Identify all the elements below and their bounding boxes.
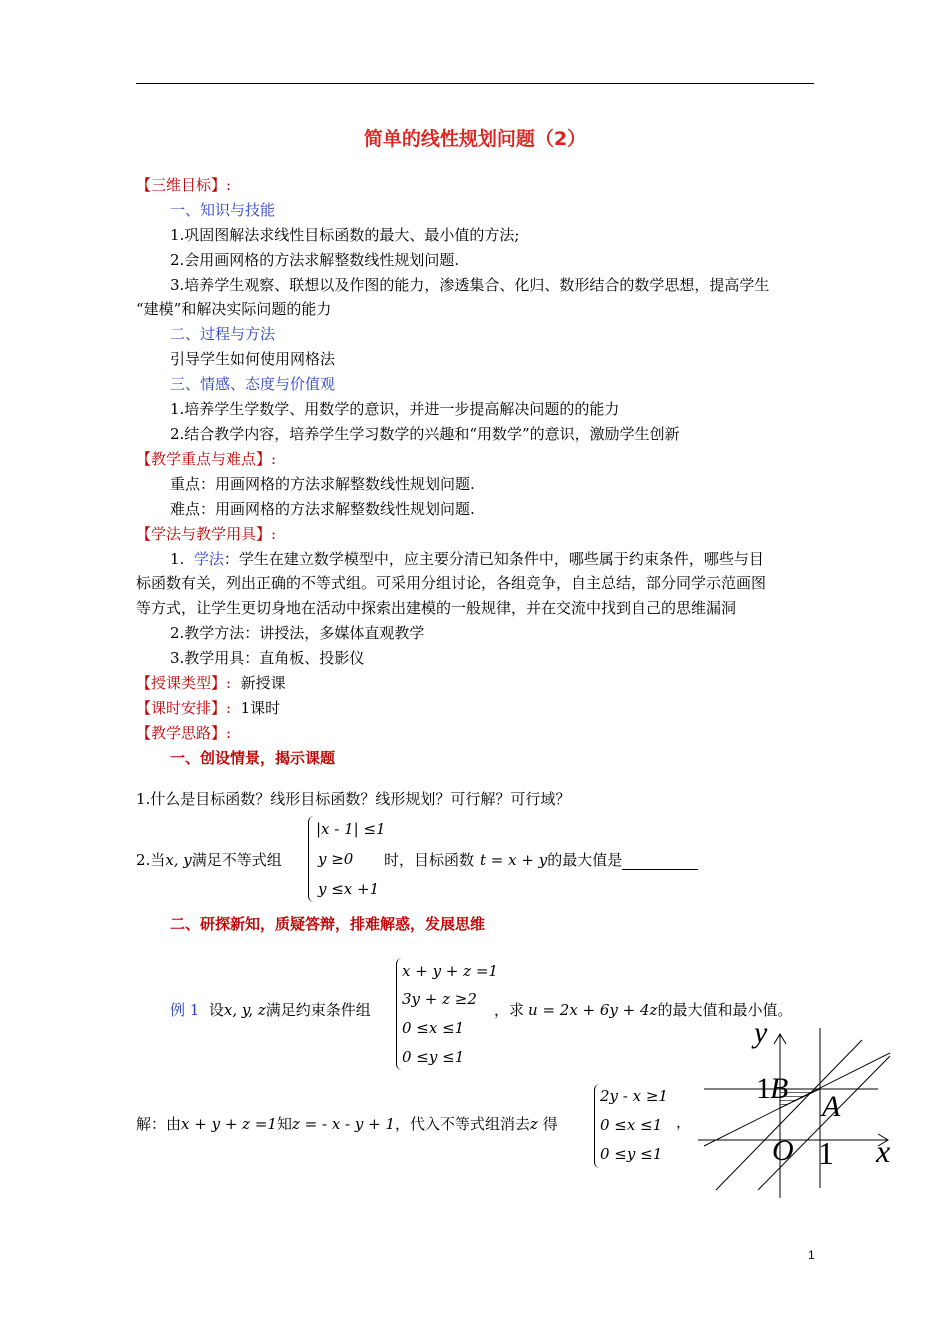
ex-func: u = 2x + 6y + 4z (528, 1001, 658, 1019)
method-header: 【学法与教学用具】: (136, 525, 277, 543)
method-item-1b: 标函数有关，列出正确的不等式组。可采用分组讨论，各组竞争，自主总结，部分同学示范画图 (136, 574, 767, 592)
ex-ineq-2: 3y + z ≥2 (402, 990, 477, 1008)
lesson-time-value: 1课时 (240, 699, 281, 717)
sol-get: 得 (542, 1115, 558, 1133)
sol-z: z (530, 1115, 538, 1133)
question-2-tail (384, 850, 698, 870)
q2-func: t = x + y (480, 851, 548, 869)
sol-end: ， (676, 1113, 692, 1131)
emotion-item-1: 1.培养学生学数学、用数学的意识，并进一步提高解决问题的的能力 (170, 400, 620, 418)
sol-ineq-2: 0 ≤x ≤1 (600, 1116, 663, 1134)
line-2y-x-1 (704, 1053, 890, 1146)
example-label: 例 1 (170, 1001, 200, 1019)
sol-know: 知 (276, 1115, 292, 1133)
knowledge-item-2: 2.会用画网格的方法求解整数线性规划问题. (170, 251, 460, 269)
knowledge-item-3a: 3.培养学生观察、联想以及作图的能力，渗透集合、化归、数形结合的数学思想，提高学生 (170, 276, 770, 294)
point-b-label: B (770, 1072, 789, 1105)
emotion-item-2: 2.结合教学内容，培养学生学习数学的兴趣和“用数学”的意识，激励学生创新 (170, 425, 680, 443)
ex-mid: 满足约束条件组 (265, 1001, 371, 1019)
q2-mid: 满足不等式组 (191, 851, 282, 869)
knowledge-item-1: 1.巩固图解法求线性目标函数的最大、最小值的方法; (170, 226, 520, 244)
lesson-type (136, 673, 286, 693)
method-item-3: 3.教学用具：直角板、投影仪 (170, 649, 365, 667)
emotion-header: 三、情感、态度与价值观 (170, 375, 336, 393)
ex-ineq-4: 0 ≤y ≤1 (402, 1048, 465, 1066)
q2-ineq-3: y ≤x +1 (318, 880, 380, 898)
ex-ask: ，求 (494, 1001, 525, 1019)
page-title: 简单的线性规划问题（2） (363, 128, 587, 150)
method-item-1-label: 学法 (193, 550, 224, 568)
key-header: 【教学重点与难点】: (136, 450, 277, 468)
q2-ineq-1: |x - 1| ≤1 (316, 820, 386, 838)
header-rule (136, 83, 814, 84)
ex-pre: 设 (208, 1001, 224, 1019)
sol-eq2: z = - x - y + 1 (291, 1115, 395, 1133)
difficult-point: 难点：用画网格的方法求解整数线性规划问题. (170, 500, 475, 518)
method-item-1-text: ：学生在建立数学模型中，应主要分清已知条件中，哪些属于约束条件，哪些与目 (223, 550, 764, 568)
x-tick-1: 1 (818, 1135, 834, 1171)
process-item-1: 引导学生如何使用网格法 (170, 350, 336, 368)
x-axis-label: x (876, 1133, 891, 1169)
lesson-time (136, 698, 280, 718)
idea-header: 【教学思路】: (136, 724, 232, 742)
answer-blank (622, 853, 698, 870)
knowledge-header: 一、知识与技能 (170, 201, 276, 219)
knowledge-item-3b: “建模”和解决实际问题的能力 (136, 300, 332, 318)
ex-vars: x, y, z (223, 1001, 266, 1019)
goals-header: 【三维目标】: (136, 176, 232, 194)
y-axis-label: y (754, 1020, 768, 1049)
origin-label: O (772, 1134, 794, 1167)
feasible-region-graph (690, 1020, 910, 1200)
example-1-tail (494, 1000, 792, 1020)
sol-ineq-3: 0 ≤y ≤1 (600, 1145, 663, 1163)
method-item-1-num: 1. (170, 550, 185, 568)
lesson-type-header: 【授课类型】: (136, 674, 232, 692)
sol-eq1: x + y + z =1 (181, 1115, 277, 1133)
q2-post: 的最大值是 (547, 851, 623, 869)
part1-heading: 一、创设情景，揭示课题 (170, 749, 336, 767)
question-1: 1.什么是目标函数？线形目标函数？线形规划？可行解？可行域？ (136, 790, 571, 808)
lesson-type-value: 新授课 (240, 674, 286, 692)
q2-pre: 2.当 (136, 851, 166, 869)
ex-ineq-3: 0 ≤x ≤1 (402, 1019, 465, 1037)
solution-line (136, 1114, 558, 1134)
sol-mid: ，代入不等式组消去 (395, 1115, 531, 1133)
q2-when: 时，目标函数 (384, 851, 475, 869)
page-number: 1 (808, 1248, 815, 1262)
example-1-lead (170, 1000, 371, 1020)
ex-ineq-1: x + y + z =1 (402, 962, 498, 980)
lesson-time-header: 【课时安排】: (136, 699, 232, 717)
y-tick-1: 1 (756, 1072, 771, 1105)
ex-post: 的最大值和最小值。 (657, 1001, 793, 1019)
q2-vars: x, y (165, 851, 192, 869)
question-2-lead (136, 850, 282, 870)
q2-ineq-2: y ≥0 (318, 850, 354, 868)
part2-heading: 二、研探新知，质疑答辩，排难解惑，发展思维 (170, 915, 486, 933)
sol-pre: 解：由 (136, 1115, 182, 1133)
method-item-1c: 等方式，让学生更切身地在活动中探索出建模的一般规律，并在交流中找到自己的思维漏洞 (136, 599, 737, 617)
process-header: 二、过程与方法 (170, 325, 276, 343)
method-item-2: 2.教学方法：讲授法，多媒体直观教学 (170, 624, 425, 642)
key-point: 重点：用画网格的方法求解整数线性规划问题. (170, 475, 475, 493)
sol-ineq-1: 2y - x ≥1 (600, 1087, 668, 1105)
method-item-1 (170, 549, 764, 569)
point-a-label: A (822, 1090, 841, 1123)
